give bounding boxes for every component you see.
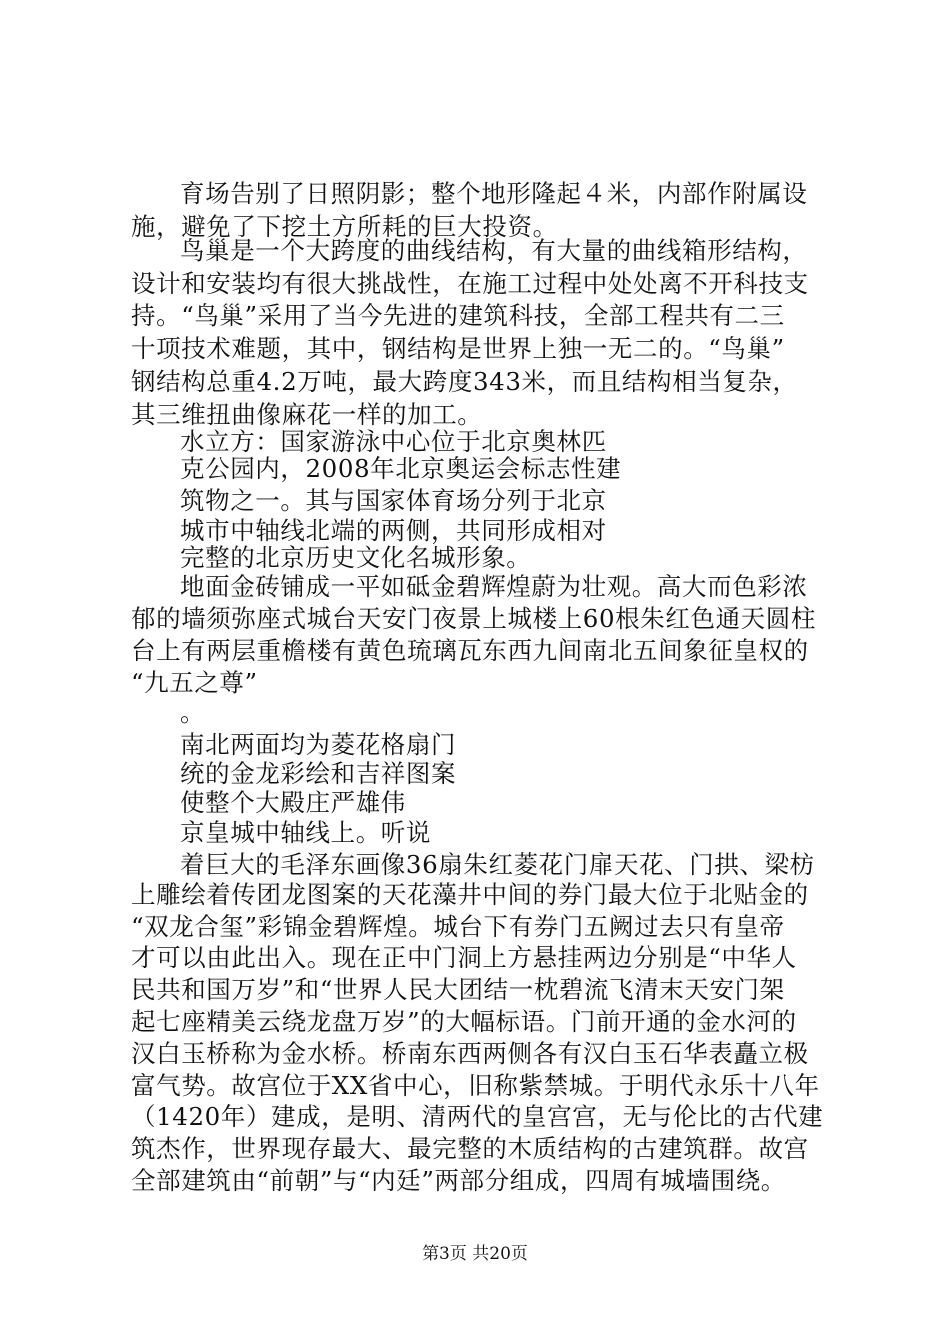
- text-line: 设计和安装均有很大挑战性，在施工过程中处处离不开科技支: [131, 269, 809, 298]
- text-line: 起七座精美云绕龙盘万岁”的大幅标语。门前开通的金水河的: [131, 1007, 797, 1036]
- text-line: 富气势。故宫位于XX省中心，旧称紫禁城。于明代永乐十八年: [131, 1071, 820, 1100]
- text-line: 鸟巢是一个大跨度的曲线结构，有大量的曲线箱形结构，: [180, 236, 808, 265]
- text-line: 钢结构总重4.2万吨，最大跨度343米，而且结构相当复杂，: [131, 367, 798, 396]
- text-line: 地面金砖铺成一平如砥金碧辉煌蔚为壮观。高大而色彩浓: [180, 572, 808, 601]
- text-line: 育场告别了日照阴影；整个地形隆起４米，内部作附属设: [180, 179, 808, 208]
- text-line: 着巨大的毛泽东画像36扇朱红菱花门扉天花、门拱、梁枋: [180, 850, 815, 879]
- text-line: 其三维扭曲像麻花一样的加工。: [131, 400, 483, 429]
- text-line: 。: [180, 698, 206, 727]
- text-line: 施，避免了下挖土方所耗的巨大投资。: [131, 212, 558, 241]
- text-line: 汉白玉桥称为金水桥。桥南东西两侧各有汉白玉石华表矗立极: [131, 1039, 809, 1068]
- text-line: 水立方：国家游泳中心位于北京奥林匹: [180, 427, 607, 456]
- text-line: 统的金龙彩绘和吉祥图案: [180, 759, 457, 788]
- text-line: 城市中轴线北端的两侧，共同形成相对: [180, 516, 607, 545]
- text-line: 南北两面均为菱花格扇门: [180, 730, 457, 759]
- text-line: “九五之尊”: [131, 668, 258, 697]
- text-line: 民共和国万岁”和“世界人民大团结一枕碧流飞清末天安门架: [131, 975, 785, 1004]
- text-line: 十项技术难题，其中，钢结构是世界上独一无二的。“鸟巢”: [131, 334, 785, 363]
- text-line: 完整的北京历史文化名城形象。: [180, 543, 532, 572]
- text-line: 台上有两层重檐楼有黄色琉璃瓦东西九间南北五间象征皇权的: [131, 636, 809, 665]
- text-line: 筑杰作，世界现存最大、最完整的木质结构的古建筑群。故宫: [131, 1134, 809, 1163]
- text-line: 克公园内，2008年北京奥运会标志性建: [180, 454, 622, 483]
- text-line: 郁的墙须弥座式城台天安门夜景上城楼上60根朱红色通天圆柱: [131, 604, 816, 633]
- text-line: “双龙合玺”彩锦金碧辉煌。城台下有券门五阙过去只有皇帝: [131, 912, 785, 941]
- text-line: 持。“鸟巢”采用了当今先进的建筑科技，全部工程共有二三: [131, 301, 785, 330]
- text-line: 使整个大殿庄严雄伟: [180, 788, 406, 817]
- text-line: 上雕绘着传团龙图案的天花藻井中间的券门最大位于北贴金的: [131, 880, 809, 909]
- text-line: 筑物之一。其与国家体育场分列于北京: [180, 486, 607, 515]
- text-line: （1420年）建成，是明、清两代的皇宫宫，无与伦比的古代建: [131, 1102, 824, 1131]
- text-line: 才可以由此出入。现在正中门洞上方悬挂两边分别是“中华人: [131, 943, 797, 972]
- text-line: 京皇城中轴线上。听说: [180, 818, 431, 847]
- text-line: 全部建筑由“前朝”与“内廷”两部分组成，四周有城墙围绕。: [131, 1166, 786, 1195]
- page-footer: 第3页 共20页: [422, 1244, 528, 1264]
